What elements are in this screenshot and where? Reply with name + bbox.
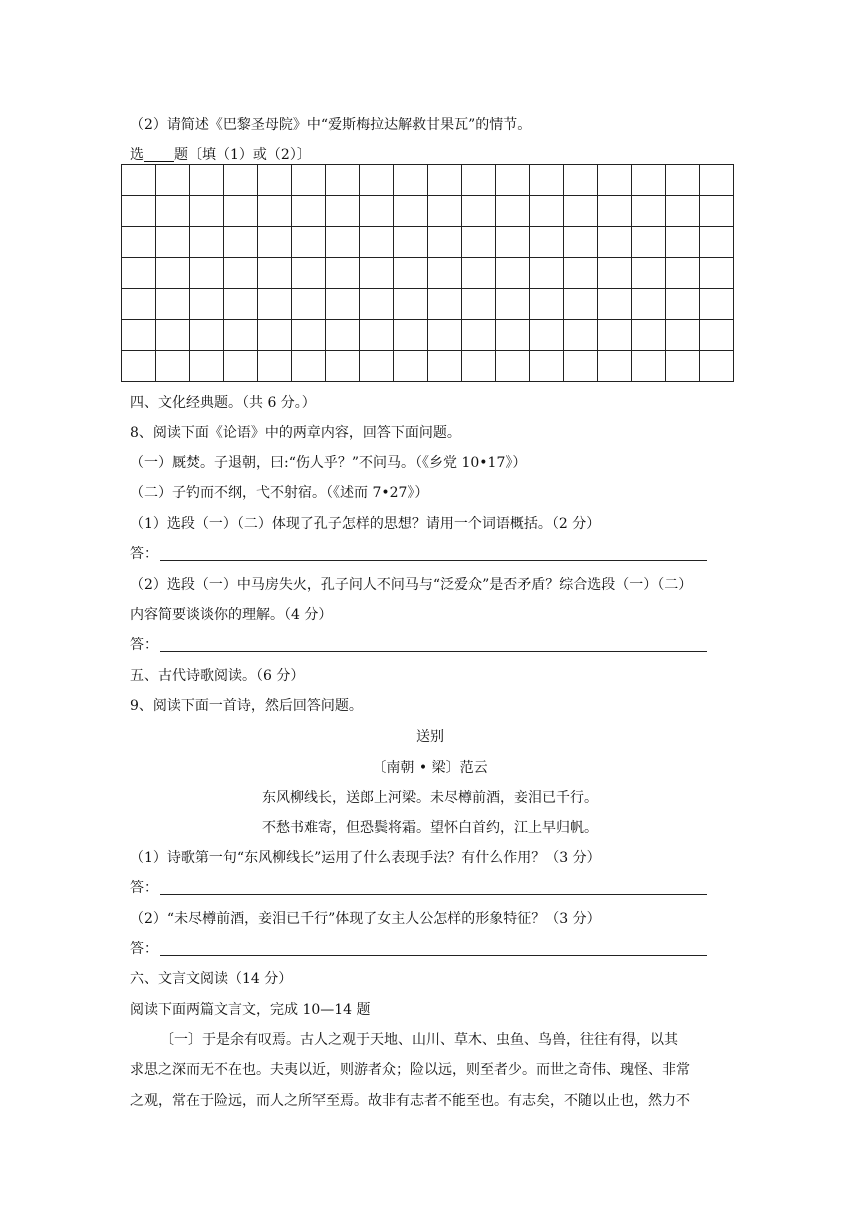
grid-cell[interactable] bbox=[326, 351, 360, 382]
grid-cell[interactable] bbox=[428, 289, 462, 320]
grid-cell[interactable] bbox=[360, 196, 394, 227]
grid-cell[interactable] bbox=[530, 258, 564, 289]
grid-cell[interactable] bbox=[496, 196, 530, 227]
grid-cell[interactable] bbox=[700, 227, 734, 258]
grid-cell[interactable] bbox=[326, 289, 360, 320]
grid-cell[interactable] bbox=[496, 320, 530, 351]
grid-cell[interactable] bbox=[428, 165, 462, 196]
grid-cell[interactable] bbox=[666, 258, 700, 289]
grid-cell[interactable] bbox=[632, 289, 666, 320]
classical-text-line-1: 〔一〕于是余有叹焉。古人之观于天地、山川、草木、虫鱼、鸟兽，往往有得，以其 bbox=[160, 1032, 678, 1048]
grid-cell[interactable] bbox=[190, 196, 224, 227]
grid-cell[interactable] bbox=[292, 227, 326, 258]
grid-cell[interactable] bbox=[224, 196, 258, 227]
q8-stem: 8、阅读下面《论语》中的两章内容，回答下面问题。 bbox=[130, 425, 461, 441]
grid-cell[interactable] bbox=[564, 289, 598, 320]
grid-cell[interactable] bbox=[224, 227, 258, 258]
answer-label: 答： bbox=[130, 941, 158, 957]
grid-cell[interactable] bbox=[122, 165, 156, 196]
grid-cell[interactable] bbox=[564, 258, 598, 289]
grid-cell[interactable] bbox=[428, 227, 462, 258]
grid-cell[interactable] bbox=[258, 165, 292, 196]
q8-sub1: （1）选段（一）（二）体现了孔子怎样的思想？请用一个词语概括。（2 分） bbox=[130, 516, 601, 532]
grid-cell[interactable] bbox=[598, 351, 632, 382]
choose-prefix: 选 bbox=[130, 147, 144, 163]
grid-cell[interactable] bbox=[666, 351, 700, 382]
grid-cell[interactable] bbox=[598, 196, 632, 227]
grid-cell[interactable] bbox=[496, 165, 530, 196]
grid-cell[interactable] bbox=[632, 165, 666, 196]
choose-suffix: 题〔填（1）或（2）〕 bbox=[174, 147, 311, 163]
grid-cell[interactable] bbox=[530, 196, 564, 227]
grid-cell[interactable] bbox=[700, 165, 734, 196]
answer-line[interactable] bbox=[160, 955, 707, 956]
grid-cell[interactable] bbox=[360, 165, 394, 196]
grid-cell[interactable] bbox=[700, 289, 734, 320]
grid-cell[interactable] bbox=[530, 289, 564, 320]
grid-row bbox=[122, 289, 734, 320]
section6-heading: 六、文言文阅读（14 分） bbox=[130, 971, 293, 987]
grid-cell[interactable] bbox=[598, 258, 632, 289]
grid-cell[interactable] bbox=[394, 289, 428, 320]
grid-cell[interactable] bbox=[190, 165, 224, 196]
q8-sub2-line2: 内容简要谈谈你的理解。（4 分） bbox=[130, 607, 333, 623]
grid-cell[interactable] bbox=[190, 320, 224, 351]
grid-cell[interactable] bbox=[258, 351, 292, 382]
grid-cell[interactable] bbox=[122, 227, 156, 258]
poem-author: 〔南朝 • 梁〕范云 bbox=[372, 760, 488, 776]
grid-cell[interactable] bbox=[122, 320, 156, 351]
writing-grid[interactable] bbox=[121, 164, 734, 382]
section6-instruction: 阅读下面两篇文言文，完成 10—14 题 bbox=[130, 1002, 371, 1018]
answer-label: 答： bbox=[130, 546, 158, 562]
grid-cell[interactable] bbox=[428, 351, 462, 382]
grid-cell[interactable] bbox=[666, 227, 700, 258]
grid-cell[interactable] bbox=[700, 320, 734, 351]
grid-cell[interactable] bbox=[360, 258, 394, 289]
grid-cell[interactable] bbox=[156, 289, 190, 320]
poem-line-2: 不愁书难寄，但恐鬓将霜。望怀白首约，江上早归帆。 bbox=[262, 820, 598, 836]
grid-cell[interactable] bbox=[632, 196, 666, 227]
grid-cell[interactable] bbox=[496, 289, 530, 320]
grid-cell[interactable] bbox=[666, 320, 700, 351]
grid-cell[interactable] bbox=[190, 289, 224, 320]
grid-row bbox=[122, 320, 734, 351]
choose-blank[interactable] bbox=[144, 147, 174, 162]
grid-cell[interactable] bbox=[428, 196, 462, 227]
grid-cell[interactable] bbox=[564, 196, 598, 227]
grid-cell[interactable] bbox=[564, 165, 598, 196]
grid-cell[interactable] bbox=[530, 227, 564, 258]
grid-cell[interactable] bbox=[462, 196, 496, 227]
grid-cell[interactable] bbox=[564, 320, 598, 351]
grid-cell[interactable] bbox=[394, 320, 428, 351]
grid-cell[interactable] bbox=[632, 258, 666, 289]
grid-cell[interactable] bbox=[122, 289, 156, 320]
grid-cell[interactable] bbox=[598, 227, 632, 258]
grid-cell[interactable] bbox=[258, 196, 292, 227]
grid-row bbox=[122, 351, 734, 382]
grid-cell[interactable] bbox=[122, 196, 156, 227]
grid-cell[interactable] bbox=[360, 351, 394, 382]
classical-text-line-3: 之观，常在于险远，而人之所罕至焉。故非有志者不能至也。有志矣，不随以止也，然力不 bbox=[130, 1093, 690, 1109]
grid-cell[interactable] bbox=[598, 320, 632, 351]
grid-cell[interactable] bbox=[666, 165, 700, 196]
grid-cell[interactable] bbox=[700, 351, 734, 382]
grid-cell[interactable] bbox=[428, 258, 462, 289]
grid-cell[interactable] bbox=[564, 227, 598, 258]
grid-cell[interactable] bbox=[190, 227, 224, 258]
grid-cell[interactable] bbox=[156, 351, 190, 382]
grid-cell[interactable] bbox=[326, 196, 360, 227]
grid-cell[interactable] bbox=[258, 227, 292, 258]
grid-cell[interactable] bbox=[292, 289, 326, 320]
grid-row bbox=[122, 196, 734, 227]
q9-sub1: （1）诗歌第一句“东风柳线长”运用了什么表现手法？有什么作用？（3 分） bbox=[130, 850, 601, 866]
analects-passage-1: （一）厩焚。子退朝，曰:“伤人乎？”不问马。（《乡党 10•17》） bbox=[130, 455, 527, 471]
grid-cell[interactable] bbox=[700, 196, 734, 227]
grid-cell[interactable] bbox=[394, 258, 428, 289]
poem-line-1: 东风柳线长，送郎上河梁。未尽樽前酒，妾泪已千行。 bbox=[262, 790, 598, 806]
grid-cell[interactable] bbox=[360, 227, 394, 258]
grid-cell[interactable] bbox=[428, 320, 462, 351]
analects-passage-2: （二）子钓而不纲，弋不射宿。（《述而 7•27》） bbox=[130, 485, 429, 501]
grid-cell[interactable] bbox=[190, 258, 224, 289]
grid-cell[interactable] bbox=[462, 320, 496, 351]
grid-cell[interactable] bbox=[258, 289, 292, 320]
grid-cell[interactable] bbox=[666, 289, 700, 320]
grid-cell[interactable] bbox=[292, 165, 326, 196]
grid-row bbox=[122, 258, 734, 289]
section5-heading: 五、古代诗歌阅读。（6 分） bbox=[130, 668, 305, 684]
grid-cell[interactable] bbox=[156, 227, 190, 258]
classical-text-line-2: 求思之深而无不在也。夫夷以近，则游者众；险以远，则至者少。而世之奇伟、瑰怪、非常 bbox=[130, 1062, 690, 1078]
grid-cell[interactable] bbox=[224, 165, 258, 196]
grid-cell[interactable] bbox=[122, 258, 156, 289]
grid-cell[interactable] bbox=[598, 289, 632, 320]
grid-cell[interactable] bbox=[394, 227, 428, 258]
grid-cell[interactable] bbox=[224, 289, 258, 320]
grid-cell[interactable] bbox=[360, 320, 394, 351]
grid-cell[interactable] bbox=[258, 320, 292, 351]
grid-row bbox=[122, 165, 734, 196]
q7-sub2: （2）请简述《巴黎圣母院》中“爱斯梅拉达解救甘果瓦”的情节。 bbox=[130, 117, 532, 133]
answer-line[interactable] bbox=[160, 560, 707, 561]
q9-stem: 9、阅读下面一首诗，然后回答问题。 bbox=[130, 698, 363, 714]
grid-cell[interactable] bbox=[224, 351, 258, 382]
grid-cell[interactable] bbox=[632, 351, 666, 382]
answer-label: 答： bbox=[130, 637, 158, 653]
grid-cell[interactable] bbox=[530, 351, 564, 382]
grid-cell[interactable] bbox=[496, 351, 530, 382]
grid-cell[interactable] bbox=[326, 227, 360, 258]
answer-label: 答： bbox=[130, 880, 158, 896]
answer-line[interactable] bbox=[160, 894, 707, 895]
grid-cell[interactable] bbox=[632, 227, 666, 258]
grid-cell[interactable] bbox=[462, 351, 496, 382]
grid-cell[interactable] bbox=[326, 320, 360, 351]
grid-cell[interactable] bbox=[598, 165, 632, 196]
choose-question-line bbox=[130, 146, 311, 164]
grid-cell[interactable] bbox=[122, 351, 156, 382]
grid-cell[interactable] bbox=[292, 351, 326, 382]
grid-cell[interactable] bbox=[292, 320, 326, 351]
grid-row bbox=[122, 227, 734, 258]
grid-cell[interactable] bbox=[394, 196, 428, 227]
grid-cell[interactable] bbox=[190, 351, 224, 382]
grid-cell[interactable] bbox=[156, 165, 190, 196]
section4-heading: 四、文化经典题。（共 6 分。） bbox=[130, 395, 316, 411]
grid-cell[interactable] bbox=[530, 320, 564, 351]
grid-cell[interactable] bbox=[258, 258, 292, 289]
grid-cell[interactable] bbox=[326, 258, 360, 289]
grid-cell[interactable] bbox=[496, 258, 530, 289]
grid-cell[interactable] bbox=[462, 165, 496, 196]
grid-cell[interactable] bbox=[224, 258, 258, 289]
grid-cell[interactable] bbox=[326, 165, 360, 196]
grid-cell[interactable] bbox=[224, 320, 258, 351]
grid-cell[interactable] bbox=[292, 196, 326, 227]
grid-cell[interactable] bbox=[666, 196, 700, 227]
grid-cell[interactable] bbox=[156, 320, 190, 351]
grid-cell[interactable] bbox=[394, 165, 428, 196]
grid-cell[interactable] bbox=[462, 289, 496, 320]
grid-cell[interactable] bbox=[462, 227, 496, 258]
grid-cell[interactable] bbox=[360, 289, 394, 320]
grid-cell[interactable] bbox=[564, 351, 598, 382]
grid-cell[interactable] bbox=[462, 258, 496, 289]
q9-sub2: （2）“未尽樽前酒，妾泪已千行”体现了女主人公怎样的形象特征？（3 分） bbox=[130, 911, 601, 927]
grid-cell[interactable] bbox=[632, 320, 666, 351]
q8-sub2-line1: （2）选段（一）中马房失火，孔子问人不问马与“泛爱众”是否矛盾？综合选段（一）（二） bbox=[130, 577, 693, 593]
grid-cell[interactable] bbox=[394, 351, 428, 382]
grid-cell[interactable] bbox=[530, 165, 564, 196]
grid-cell[interactable] bbox=[292, 258, 326, 289]
answer-line[interactable] bbox=[160, 651, 707, 652]
grid-cell[interactable] bbox=[156, 258, 190, 289]
grid-cell[interactable] bbox=[496, 227, 530, 258]
poem-title: 送别 bbox=[416, 729, 444, 745]
grid-cell[interactable] bbox=[156, 196, 190, 227]
grid-cell[interactable] bbox=[700, 258, 734, 289]
